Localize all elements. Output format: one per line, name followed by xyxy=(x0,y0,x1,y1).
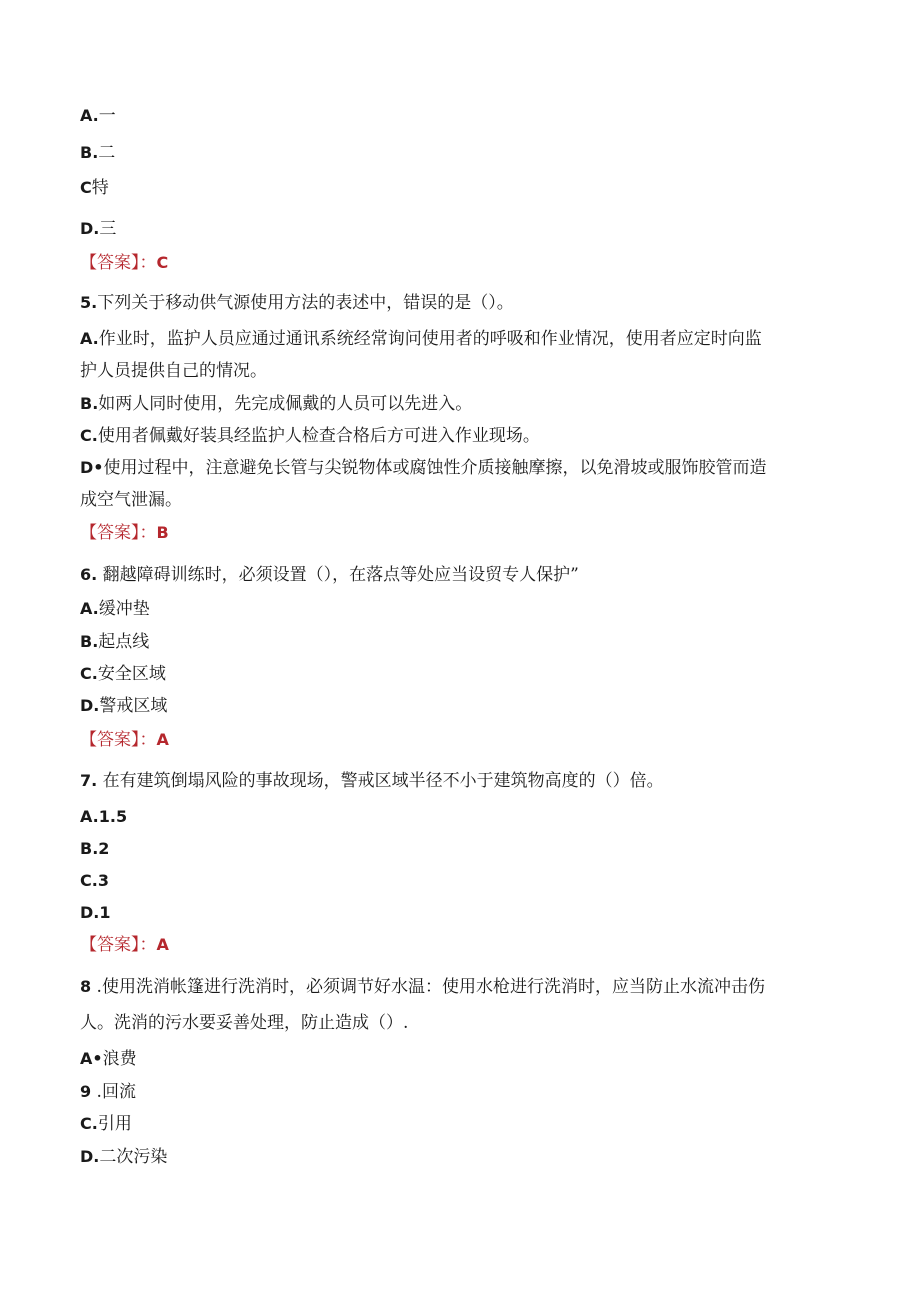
q5-option-d-continued: 成空气泄漏。 xyxy=(80,490,182,510)
q7-option-a: A.1.5 xyxy=(80,807,128,826)
q5-option-d: D•使用过程中，注意避免长管与尖锐物体或腐蚀性介质接触摩擦，以免滑坡或服饰胶管而造 xyxy=(80,458,767,478)
q7-question: 7. 在有建筑倒塌风险的事故现场，警戒区域半径不小于建筑物高度的（）倍。 xyxy=(80,771,664,791)
q4-option-c: C特 xyxy=(80,178,109,198)
q5-option-a-continued: 护人员提供自己的情况。 xyxy=(80,361,267,381)
q5-answer: 【答案】：B xyxy=(80,523,169,543)
q7-option-d: D.1 xyxy=(80,903,111,922)
q5-option-a: A.作业时，监护人员应通过通讯系统经常询问使用者的呼吸和作业情况，使用者应定时向监 xyxy=(80,329,762,349)
q4-option-a: A.一 xyxy=(80,106,116,126)
q6-answer: 【答案】：A xyxy=(80,730,169,750)
q8-question-continued: 人。洗消的污水要妥善处理，防止造成（）. xyxy=(80,1013,409,1033)
q4-option-d: D.三 xyxy=(80,219,117,239)
q8-option-b: 9 .回流 xyxy=(80,1082,136,1102)
q4-answer: 【答案】：C xyxy=(80,253,169,273)
q5-option-c: C.使用者佩戴好装具经监护人检查合格后方可进入作业现场。 xyxy=(80,426,540,446)
q4-option-b: B.二 xyxy=(80,143,116,163)
q7-answer: 【答案】：A xyxy=(80,935,169,955)
q8-option-a: A•浪费 xyxy=(80,1049,137,1069)
q7-option-b: B.2 xyxy=(80,839,110,858)
q6-question: 6. 翻越障碍训练时，必须设置（），在落点等处应当设贸专人保护” xyxy=(80,565,579,585)
q7-option-c: C.3 xyxy=(80,871,109,890)
q6-option-a: A.缓冲垫 xyxy=(80,599,150,619)
q6-option-b: B.起点线 xyxy=(80,632,150,652)
q5-question: 5.下列关于移动供气源使用方法的表述中，错误的是（）。 xyxy=(80,293,514,313)
q6-option-c: C.安全区域 xyxy=(80,664,166,684)
q6-option-d: D.警戒区域 xyxy=(80,696,168,716)
q8-option-d: D.二次污染 xyxy=(80,1147,168,1167)
q8-question: 8 .使用洗消帐篷进行洗消时，必须调节好水温：使用水枪进行洗消时，应当防止水流冲击伤 xyxy=(80,977,765,997)
q8-option-c: C.引用 xyxy=(80,1114,132,1134)
q5-option-b: B.如两人同时使用，先完成佩戴的人员可以先进入。 xyxy=(80,394,473,414)
